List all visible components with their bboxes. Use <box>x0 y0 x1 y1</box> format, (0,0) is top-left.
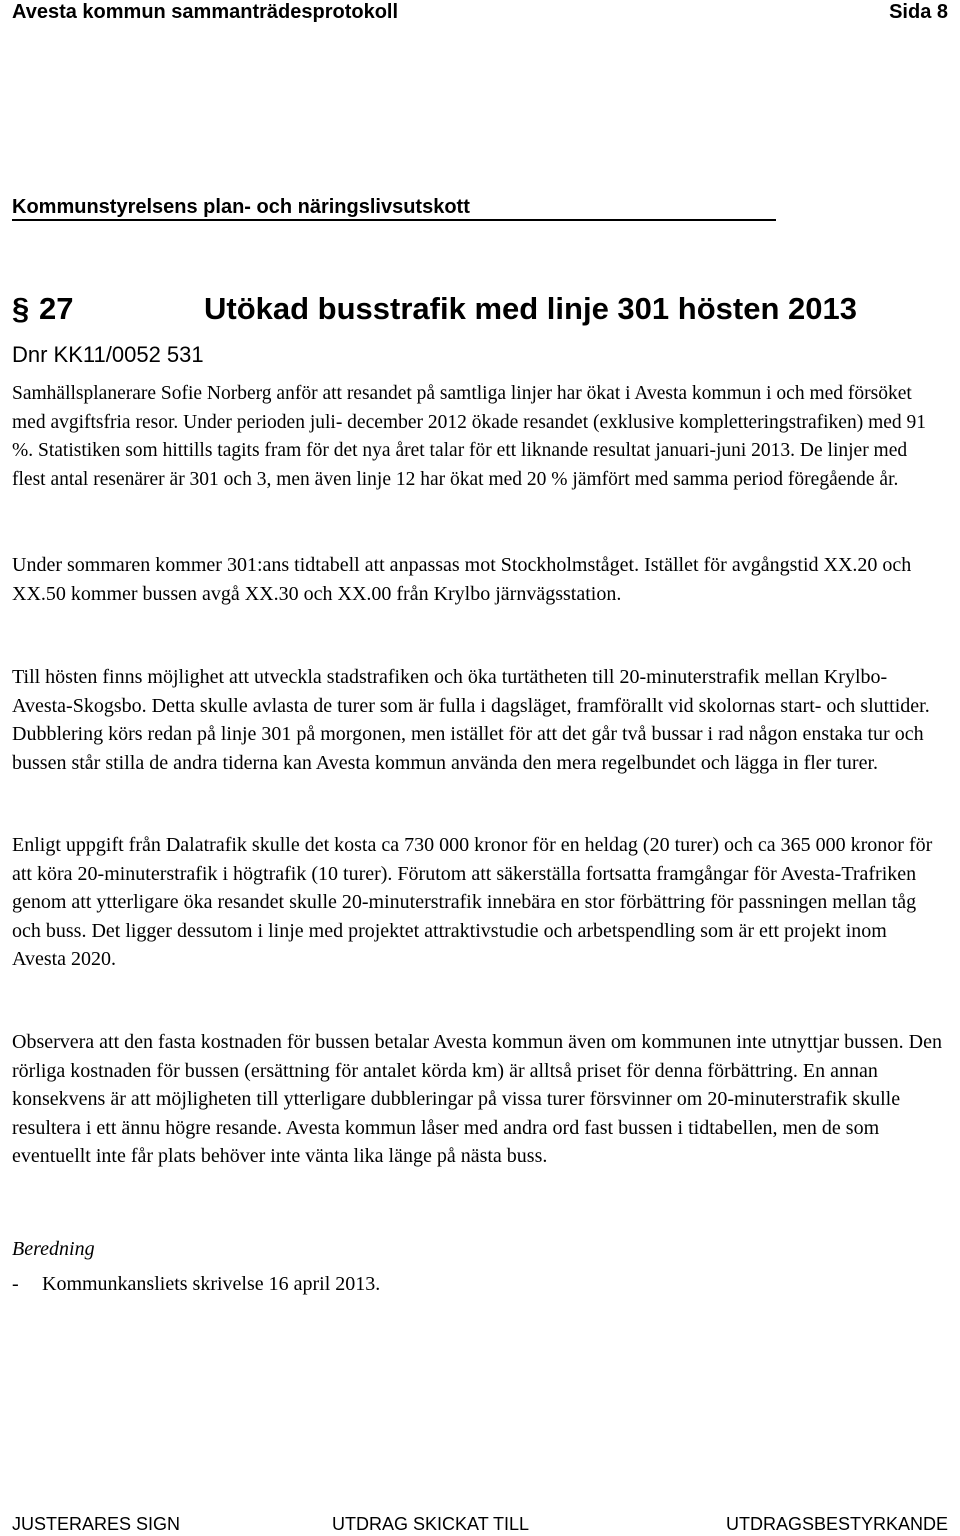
document-title: Avesta kommun sammanträdesprotokoll <box>12 1 399 23</box>
page-header <box>12 0 948 24</box>
page-footer <box>12 1512 948 1536</box>
page-number: Sida 8 <box>889 1 948 23</box>
section-heading <box>12 289 912 329</box>
committee-underline <box>12 219 776 221</box>
section-number: 27 <box>39 291 74 326</box>
committee-name: Kommunstyrelsens plan- och näringslivsutskott <box>12 196 470 218</box>
paragraph: Till hösten finns möjlighet att utveckla stadstrafiken och öka turtätheten till 20-minuterstrafik mellan Krylbo-Avesta-Skogsbo. Detta skulle avlasta de turer som är fulla i dagsläget, framförallt vid skolornas start- och sluttider. Dubblering körs redan på linje 301 på morgonen, men istället för att det går två bussar i rad någon enstaka tur och bussen står stilla de andra tiderna kan Avesta kommun använda den mera regelbundet och lägga in fler turer. <box>12 666 930 774</box>
footer-certifier: UTDRAGSBESTYRKANDE <box>725 1514 948 1534</box>
diary-number: Dnr KK11/0052 531 <box>12 342 204 367</box>
footer-sent-to: UTDRAG SKICKAT TILL <box>332 1514 530 1534</box>
beredning-item-text: Kommunkansliets skrivelse 16 april 2013. <box>42 1273 381 1295</box>
beredning-label: Beredning <box>12 1238 95 1260</box>
beredning-item <box>12 1270 380 1298</box>
paragraph: Enligt uppgift från Dalatrafik skulle det kosta ca 730 000 kronor för en heldag (20 turer) och ca 365 000 kronor för att köra 20-minuterstrafik i högtrafik (10 turer). Förutom att säkerställa fortsatta framgångar för Avesta-Trafriken genom att ytterligare öka resandet skulle 20-minuterstrafik innebära en stor förbättring för passningen mellan tåg och buss. Det ligger dessutom i linje med projektet attraktivstudie och arbetspendling som är ett projekt inom Avesta 2020. <box>12 834 933 970</box>
section-symbol: § <box>12 291 30 326</box>
section-title: Utökad busstrafik med linje 301 hösten 2013 <box>204 291 857 326</box>
footer-sign: JUSTERARES SIGN <box>12 1514 181 1534</box>
list-dash: - <box>12 1273 19 1295</box>
paragraph: Samhällsplanerare Sofie Norberg anför att resandet på samtliga linjer har ökat i Avesta kommun i och med försöket med avgiftsfria resor. Under perioden juli- december 2012 ökade resandet (exklusive kompletteringstrafiken) med 91 %. Statistiken som hittills tagits fram för det nya året talar för ett liknande resultat januari-juni 2013. De linjer med flest antal resenärer är 301 och 3, men även linje 12 har ökat med 20 % jämfört med samma period föregående år. <box>12 383 927 490</box>
paragraph: Under sommaren kommer 301:ans tidtabell att anpassas mot Stockholmståget. Istället för avgångstid XX.20 och XX.50 kommer bussen avgå XX.30 och XX.00 från Krylbo järnvägsstation. <box>12 554 912 605</box>
paragraph: Observera att den fasta kostnaden för bussen betalar Avesta kommun även om kommunen inte utnyttjar bussen. Den rörliga kostnaden för bussen (ersättning för antalet körda km) är alltså priset för denna förbättring. En annan konsekvens är att möjligheten till ytterligare dubbleringar på vissa turer försvinner om 20-minuterstrafik skulle resultera i ett ännu högre resande. Avesta kommun låser med andra ord fast bussen i tidtabellen, men de som eventuellt inte får plats behöver inte vänta lika länge på nästa buss. <box>12 1031 942 1167</box>
